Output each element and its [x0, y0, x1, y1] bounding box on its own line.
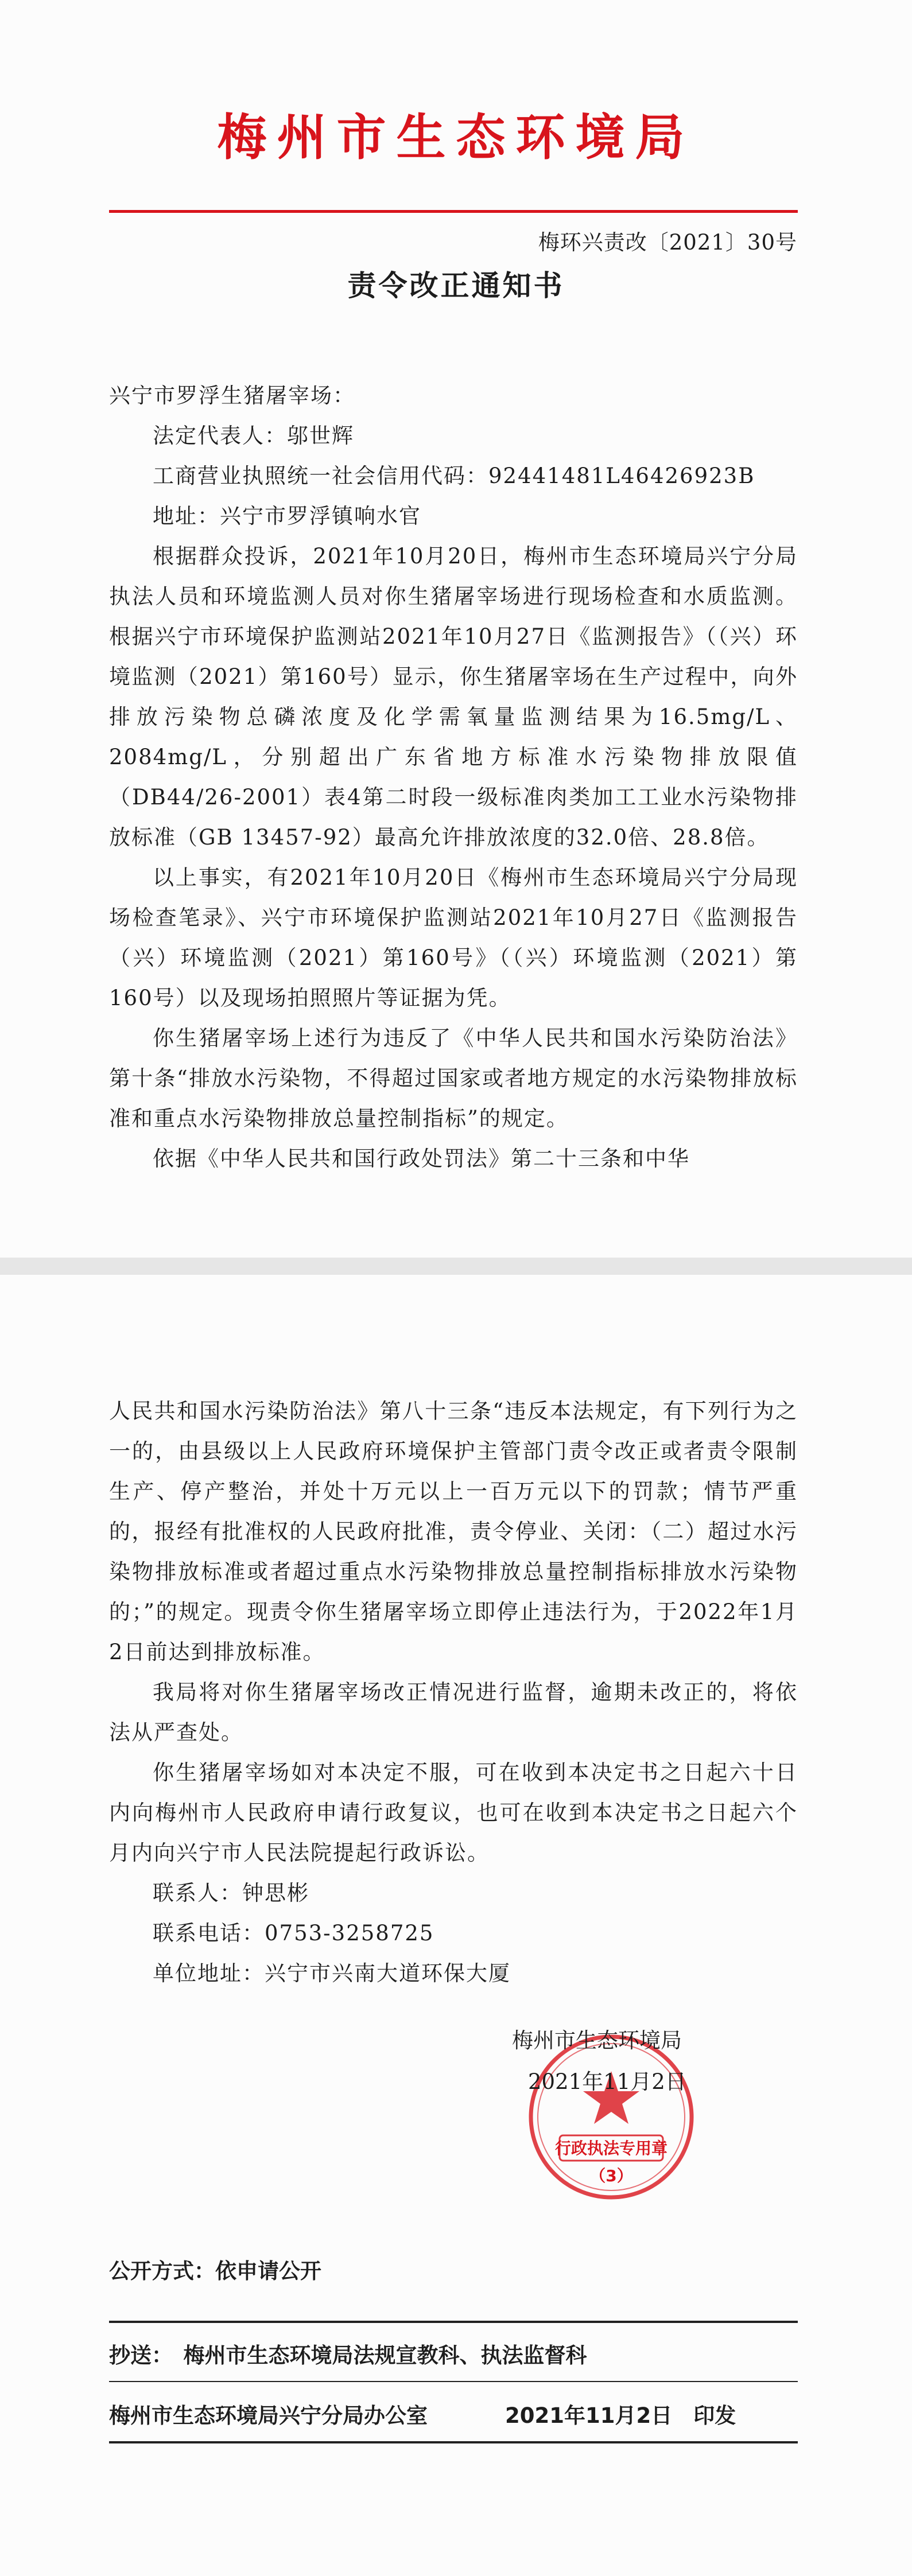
- official-seal: [525, 2031, 697, 2203]
- contact-phone: 联系电话：0753-3258725: [153, 1921, 434, 1945]
- page2-body: [109, 1391, 798, 1994]
- publication-method: 公开方式：依申请公开: [109, 2259, 321, 2283]
- body-paragraph-evidence: 以上事实，有2021年10月20日《梅州市生态环境局兴宁分局现场检查笔录》、兴宁市环境保护监测站2021年10月27日《监测报告（兴）环境监测（2021）第160号》（（兴）环境监测（2021）第160号）以及现场拍照照片等证据为凭。: [109, 865, 798, 1010]
- signature-date: 2021年11月2日: [528, 2069, 686, 2094]
- letterhead-title: 梅州市生态环境局: [217, 109, 695, 166]
- issuing-office: 梅州市生态环境局兴宁分局办公室: [109, 2403, 428, 2428]
- cc-line: 抄送： 梅州市生态环境局法规宣教科、执法监督科: [109, 2343, 587, 2368]
- letterhead-red-rule: [109, 210, 798, 213]
- credit-code: 工商营业执照统一社会信用代码：92441481L46426923B: [153, 464, 755, 488]
- footer-rule-top: [109, 2321, 798, 2323]
- document-page-1: [0, 0, 912, 1258]
- issue-date: 2021年11月2日 印发: [505, 2403, 736, 2428]
- seal-text: 行政执法专用章: [554, 2139, 668, 2158]
- legal-representative: 法定代表人：邬世辉: [153, 423, 354, 448]
- signature-org: 梅州市生态环境局: [512, 2028, 682, 2053]
- page-gap: [0, 1258, 912, 1275]
- unit-address: 单位地址：兴宁市兴南大道环保大厦: [153, 1961, 511, 1986]
- document-number: 梅环兴责改〔2021〕30号: [538, 230, 797, 255]
- body-paragraph-facts: 根据群众投诉，2021年10月20日，梅州市生态环境局兴宁分局执法人员和环境监测人员对你生猪屠宰场进行现场检查和水质监测。根据兴宁市环境保护监测站2021年10月27日《监测报告》（（兴）环境监测（2021）第160号）显示，你生猪屠宰场在生产过程中，向外排放污染物总磷浓度及化学需氧量监测结果为16.5mg/L、2084mg/L，分别超出广东省地方标准水污染物排放限值（DB44/26-2001）表4第二时段一级标准肉类加工工业水污染物排放标准（GB 13457-92）最高允许排放浓度的32.0倍、28.8倍。: [109, 544, 798, 850]
- address: 地址：兴宁市罗浮镇响水官: [153, 504, 421, 528]
- page1-body: [109, 376, 798, 1179]
- body-paragraph-basis-start: 依据《中华人民共和国行政处罚法》第二十三条和中华: [153, 1146, 690, 1171]
- contact-person: 联系人：钟思彬: [153, 1881, 309, 1905]
- body-paragraph-appeal: 你生猪屠宰场如对本决定不服，可在收到本决定书之日起六十日内向梅州市人民政府申请行政复议，也可在收到本决定书之日起六个月内向兴宁市人民法院提起行政诉讼。: [109, 1760, 798, 1865]
- body-paragraph-basis-cont: 人民共和国水污染防治法》第八十三条“违反本法规定，有下列行为之一的，由县级以上人民政府环境保护主管部门责令改正或者责令限制生产、停产整治，并处十万元以上一百万元以下的罚款；情节严重的，报经有批准权的人民政府批准，责令停业、关闭：（二）超过水污染物排放标准或者超过重点水污染物排放总量控制指标排放水污染物的；”的规定。现责令你生猪屠宰场立即停止违法行为，于2022年1月2日前达到排放标准。: [109, 1399, 798, 1664]
- seal-number: （3）: [589, 2166, 633, 2185]
- document-title: 责令改正通知书: [347, 269, 565, 302]
- footer-rule-middle: [109, 2381, 798, 2382]
- body-paragraph-supervision: 我局将对你生猪屠宰场改正情况进行监督，逾期未改正的，将依法从严查处。: [109, 1680, 798, 1745]
- addressee: 兴宁市罗浮生猪屠宰场：: [109, 383, 355, 408]
- body-paragraph-violation: 你生猪屠宰场上述行为违反了《中华人民共和国水污染防治法》第十条“排放水污染物，不得超过国家或者地方规定的水污染物排放标准和重点水污染物排放总量控制指标”的规定。: [109, 1026, 798, 1131]
- footer-rule-bottom: [109, 2441, 798, 2443]
